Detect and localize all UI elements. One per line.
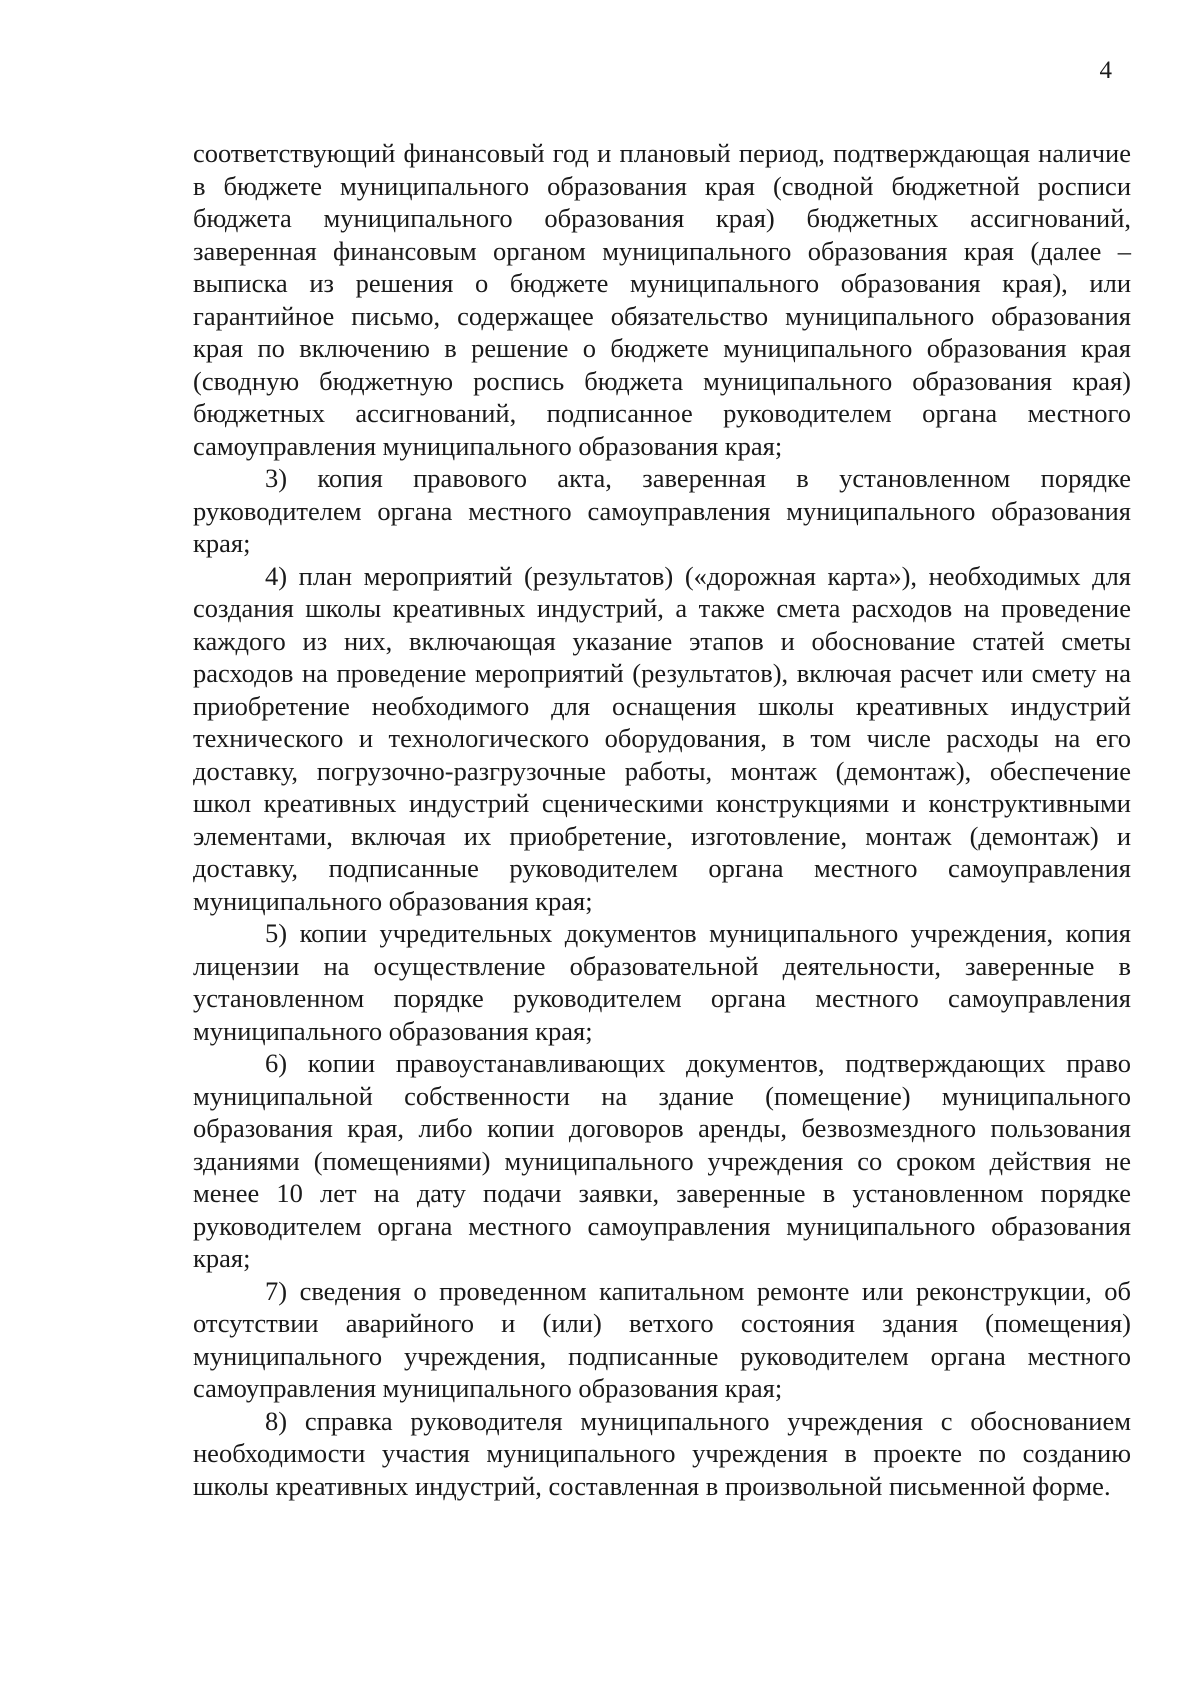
list-item-3: 3) копия правового акта, заверенная в установленном порядке руководителем органа местного самоуправления муниципального образования края;: [193, 463, 1131, 558]
list-item-6: 6) копии правоустанавливающих документов, подтверждающих право муниципальной собственности на здание (помещение) муниципального образования края, либо копии договоров аренды, безвозмездного пользования зданиями (помещениями) муниципального учреждения со сроком действия не менее 10 лет на дату подачи заявки, заверенные в установленном порядке руководителем органа местного самоуправления муниципального образования края;: [193, 1048, 1131, 1273]
paragraph-continuation: соответствующий финансовый год и плановый период, подтверждающая наличие в бюджете муниципального образования края (сводной бюджетной росписи бюджета муниципального образования края) бюджетных ассигнований, заверенная финансовым органом муниципального образования края (далее – выписка из решения о бюджете муниципального образования края), или гарантийное письмо, содержащее обязательство муниципального образования края по включению в решение о бюджете муниципального образования края (сводную бюджетную роспись бюджета муниципального образования края) бюджетных ассигнований, подписанное руководителем органа местного самоуправления муниципального образования края;: [193, 138, 1131, 461]
page-number: 4: [1099, 57, 1112, 84]
document-body: [193, 137, 1131, 1502]
list-item-5: 5) копии учредительных документов муниципального учреждения, копия лицензии на осуществление образовательной деятельности, заверенные в установленном порядке руководителем органа местного самоуправления муниципального образования края;: [193, 918, 1131, 1046]
list-item-8: 8) справка руководителя муниципального учреждения с обоснованием необходимости участия муниципального учреждения в проекте по созданию школы креативных индустрий, составленная в произвольной письменной форме.: [193, 1405, 1131, 1501]
list-item-7: 7) сведения о проведенном капитальном ремонте или реконструкции, об отсутствии аварийного и (или) ветхого состояния здания (помещения) муниципального учреждения, подписанные руководителем органа местного самоуправления муниципального образования края;: [193, 1275, 1131, 1403]
list-item-4: 4) план мероприятий (результатов) («дорожная карта»), необходимых для создания школы креативных индустрий, а также смета расходов на проведение каждого из них, включающая указание этапов и обоснование статей сметы расходов на проведение мероприятий (результатов), включая расчет или смету на приобретение необходимого для оснащения школы креативных индустрий технического и технологического оборудования, в том числе расходы на его доставку, погрузочно-разгрузочные работы, монтаж (демонтаж), обеспечение школ креативных индустрий сценическими конструкциями и конструктивными элементами, включая их приобретение, изготовление, монтаж (демонтаж) и доставку, подписанные руководителем органа местного самоуправления муниципального образования края;: [193, 560, 1131, 916]
